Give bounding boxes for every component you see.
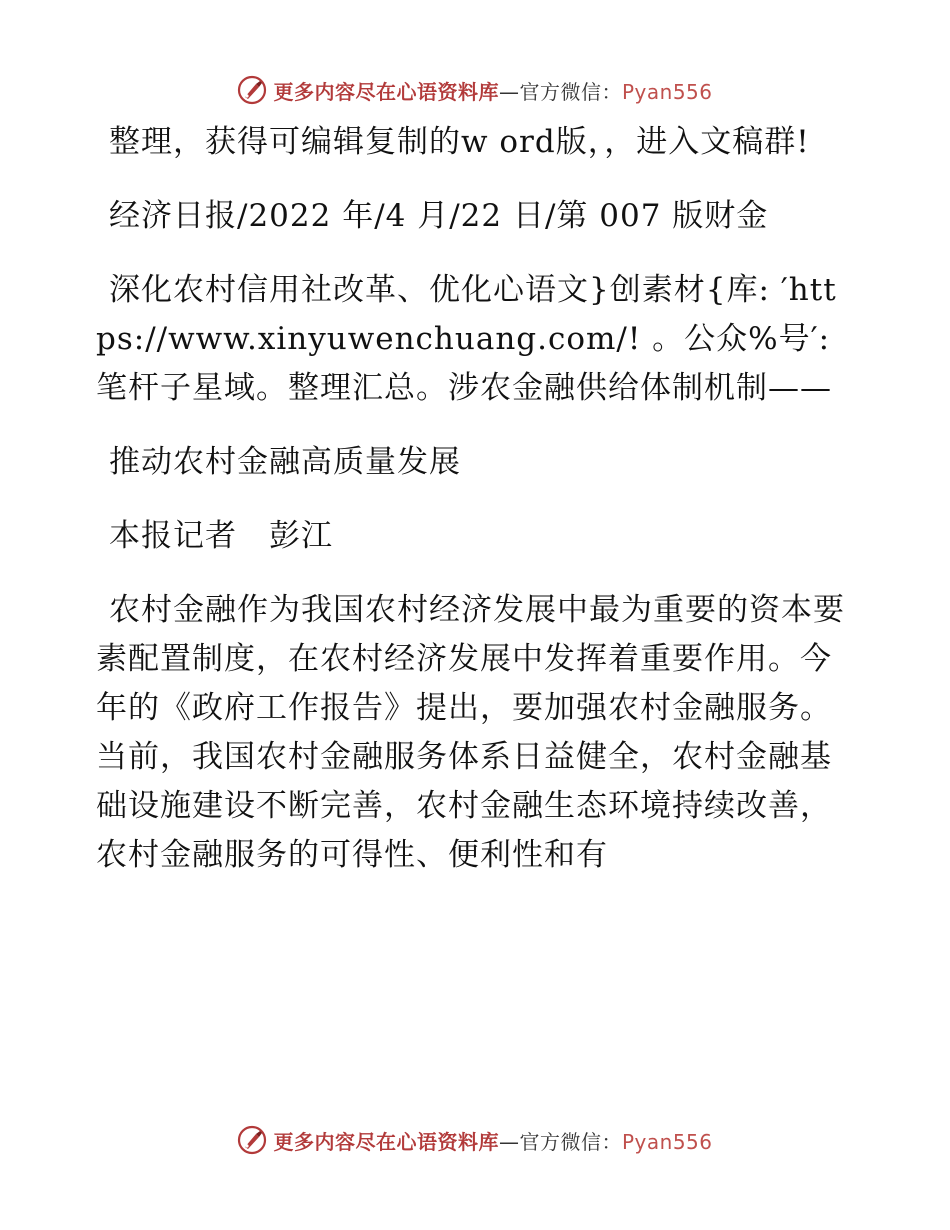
body-paragraph: 农村金融作为我国农村经济发展中最为重要的资本要素配置制度，在农村经济发展中发挥着重要作用。今年的《政府工作报告》提出，要加强农村金融服务。当前，我国农村金融服务体系日益健全，农村金融基础设施建设不断完善，农村金融生态环境持续改善，农村金融服务的可得性、便利性和有 bbox=[96, 592, 845, 873]
pen-nib-logo-icon bbox=[237, 75, 267, 105]
byline: 本报记者 彭江 bbox=[109, 518, 333, 554]
footer-watermark-banner bbox=[0, 1118, 950, 1162]
intro-paragraph: 整理，获得可编辑复制的w ord版，，进入文稿群! bbox=[109, 124, 810, 160]
banner-site-name: 更多内容尽在心语资料库 bbox=[273, 79, 499, 104]
headline: 推动农村金融高质量发展 bbox=[109, 444, 461, 480]
subtitle-paragraph: 深化农村信用社改革、优化心语文}创素材{库: ′https://www.xinyuwenchuang.com/! 。公众%号′: 笔杆子星域。整理汇总。涉农金融供给体制机制—— bbox=[96, 272, 837, 406]
pen-nib-logo-icon bbox=[237, 1125, 267, 1155]
banner-wechat-id: Pyan556 bbox=[621, 1129, 713, 1154]
header-watermark-banner bbox=[0, 68, 950, 112]
source-line: 经济日报/2022 年/4 月/22 日/第 007 版财金 bbox=[109, 198, 769, 234]
document-body bbox=[96, 118, 856, 905]
banner-wechat-id: Pyan556 bbox=[621, 79, 713, 104]
banner-wechat-label: —官方微信： bbox=[498, 1129, 622, 1154]
banner-site-name: 更多内容尽在心语资料库 bbox=[273, 1129, 499, 1154]
banner-wechat-label: —官方微信： bbox=[498, 79, 622, 104]
